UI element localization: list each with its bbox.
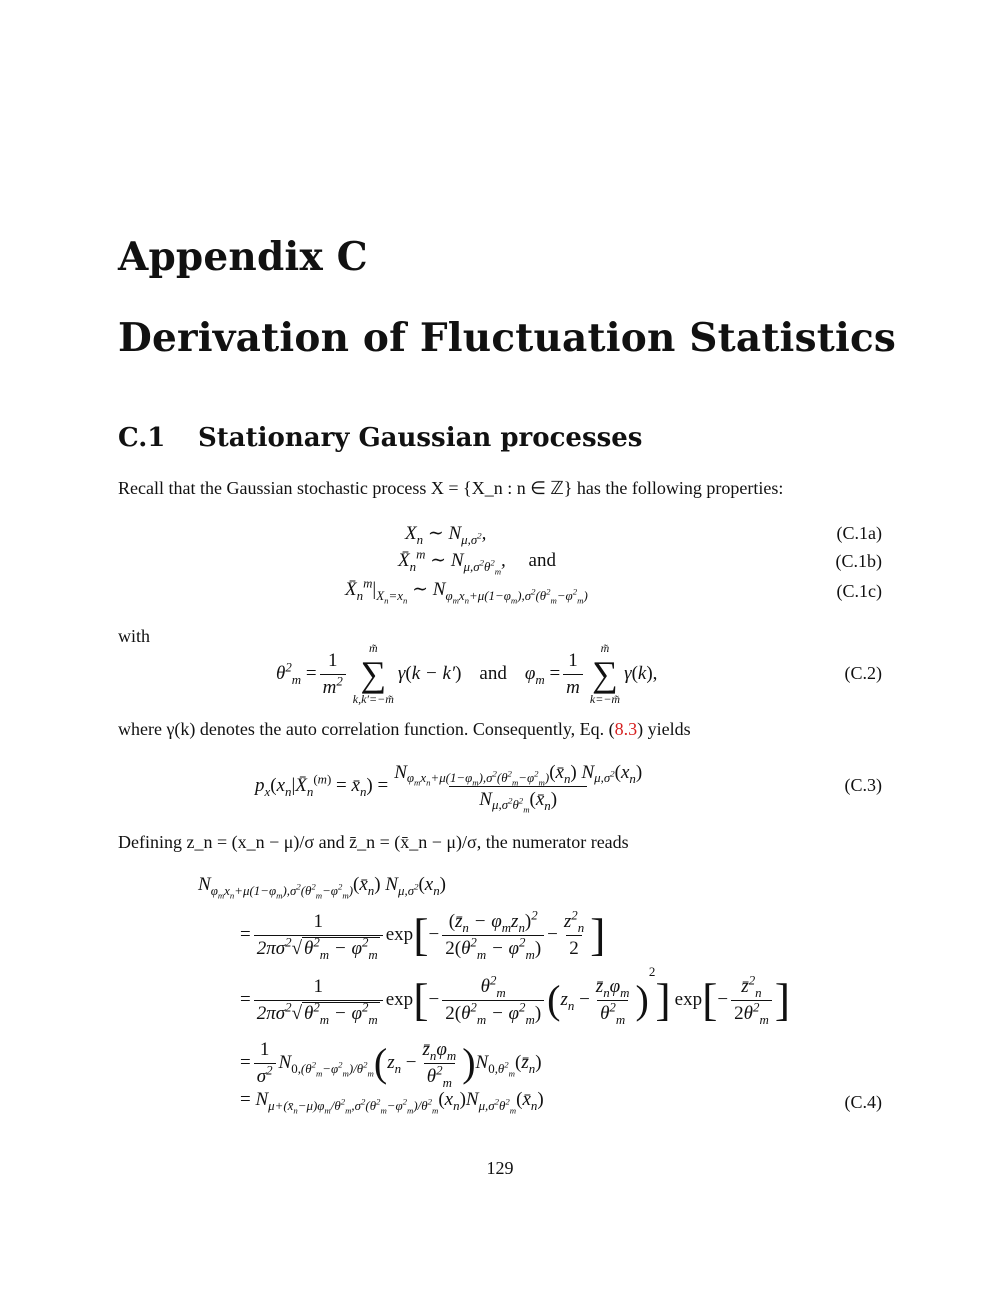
where-paragraph <box>118 719 691 740</box>
equation-c4-line5: = $N_{\mu+(x̄_n-\mu)\varphi_m/\theta^2_m,\sigma^2(\theta^2_m-\varphi^2_m)/\theta^2_m}(x_n)N_{\mu,\sigma^2\theta^2_m}(x̄_n)$ <box>240 1089 544 1116</box>
equation-number-c1c: (C.1c) <box>836 581 882 601</box>
with-word: with <box>118 626 151 646</box>
chapter-title: Derivation of Fluctuation Statistics <box>118 315 897 361</box>
equation-number-c4: (C.4) <box>844 1092 882 1112</box>
equation-c2: $\theta^2_m$ = $\frac{1}{m^2}$ m̃ ∑ k,k′=−m̃ γ(k − k′) and $\varphi_m$ = $\frac{1}{m}$ m̃ ∑ k=−m̃ γ(k), <box>276 641 658 706</box>
equation-number-c1a: (C.1a) <box>836 523 882 543</box>
appendix-label: Appendix C <box>118 234 368 280</box>
equation-c1a: $X_n$ ∼ $N_{\mu,\sigma^2}$, <box>405 523 487 547</box>
intro-paragraph: Recall that the Gaussian stochastic process X = {X_n : n ∈ ℤ} has the following properties: <box>118 478 784 498</box>
equation-reference-link[interactable]: 8.3 <box>614 719 638 739</box>
section-heading <box>118 423 642 453</box>
equation-c1c: $X̄_n^m|_{X_n=x_n}$ ∼ $N_{\varphi_mx_n+\mu(1-\varphi_m),\sigma^2(\theta^2_m-\varphi^2_m)}$ <box>345 575 588 606</box>
equation-c3: $p_x(x_n|X̄_n^{(m)}$ = $x̄_n$) = $\frac{N_{\varphi_mx_n+\mu(1-\varphi_m),\sigma^2(\theta^2_m-\varphi^2_m)}(x̄_n) N_{\mu,\sigma^2}(x_n)}{N_{\mu,\sigma^2\theta^2_m}(x̄_n)}$ <box>255 761 643 815</box>
where-text-post: ) yields <box>637 719 691 739</box>
section-title: Stationary Gaussian processes <box>198 423 643 453</box>
and-word: and <box>528 550 556 571</box>
equation-c1b: $X̄_n^m$ ∼ $N_{\mu,\sigma^2\theta^2_m}$, and <box>398 546 556 577</box>
equation-c4-line1: $N_{\varphi_mx_n+\mu(1-\varphi_m),\sigma^2(\theta^2_m-\varphi^2_m)}(x̄_n)$ $N_{\mu,\sigma^2}(x_n)$ <box>198 874 446 901</box>
page-number: 129 <box>486 1158 514 1178</box>
section-number: C.1 <box>118 423 166 453</box>
equation-number-c1b: (C.1b) <box>835 551 882 571</box>
equation-c4-line2: = $\frac{1}{2\pi\sigma^2√ \theta^2_m - \varphi^2_m}$ exp [ − $\frac{(z̄_n - \varphi_mz_n)^2}{2(\theta^2_m - \varphi^2_m)}$ − $\frac{z^2_n}{2}$ ] <box>240 907 606 962</box>
equation-number-c3: (C.3) <box>844 775 882 795</box>
equation-c4-line4: = $\frac{1}{\sigma^2}$ $N_{0,(\theta^2_m-\varphi^2_m)/\theta^2_m}$ ( $z_n$ − $\frac{z̄_n\varphi_m}{\theta^2_m}$ ) $N_{0,\theta^2_m}(z̄_n)$ <box>240 1038 542 1090</box>
equation-c4-line3: = $\frac{1}{2\pi\sigma^2√ \theta^2_m - \varphi^2_m}$ exp [ − $\frac{\theta^2_m}{2(\theta^2_m - \varphi^2_m)}$ ( $z_n$ − $\frac{z̄_n\varphi_m}{\theta^2_m}$ ) 2 ] exp [ − $\frac{z̄^2_n}{2\theta^2_m}$ ] <box>240 964 791 1027</box>
where-text-pre: where γ(k) denotes the auto correlation function. Consequently, Eq. ( <box>118 719 615 739</box>
defining-paragraph: Defining z_n = (x_n − μ)/σ and z̄_n = (x̄_n − μ)/σ, the numerator reads <box>118 832 629 852</box>
equation-number-c2: (C.2) <box>844 663 882 683</box>
